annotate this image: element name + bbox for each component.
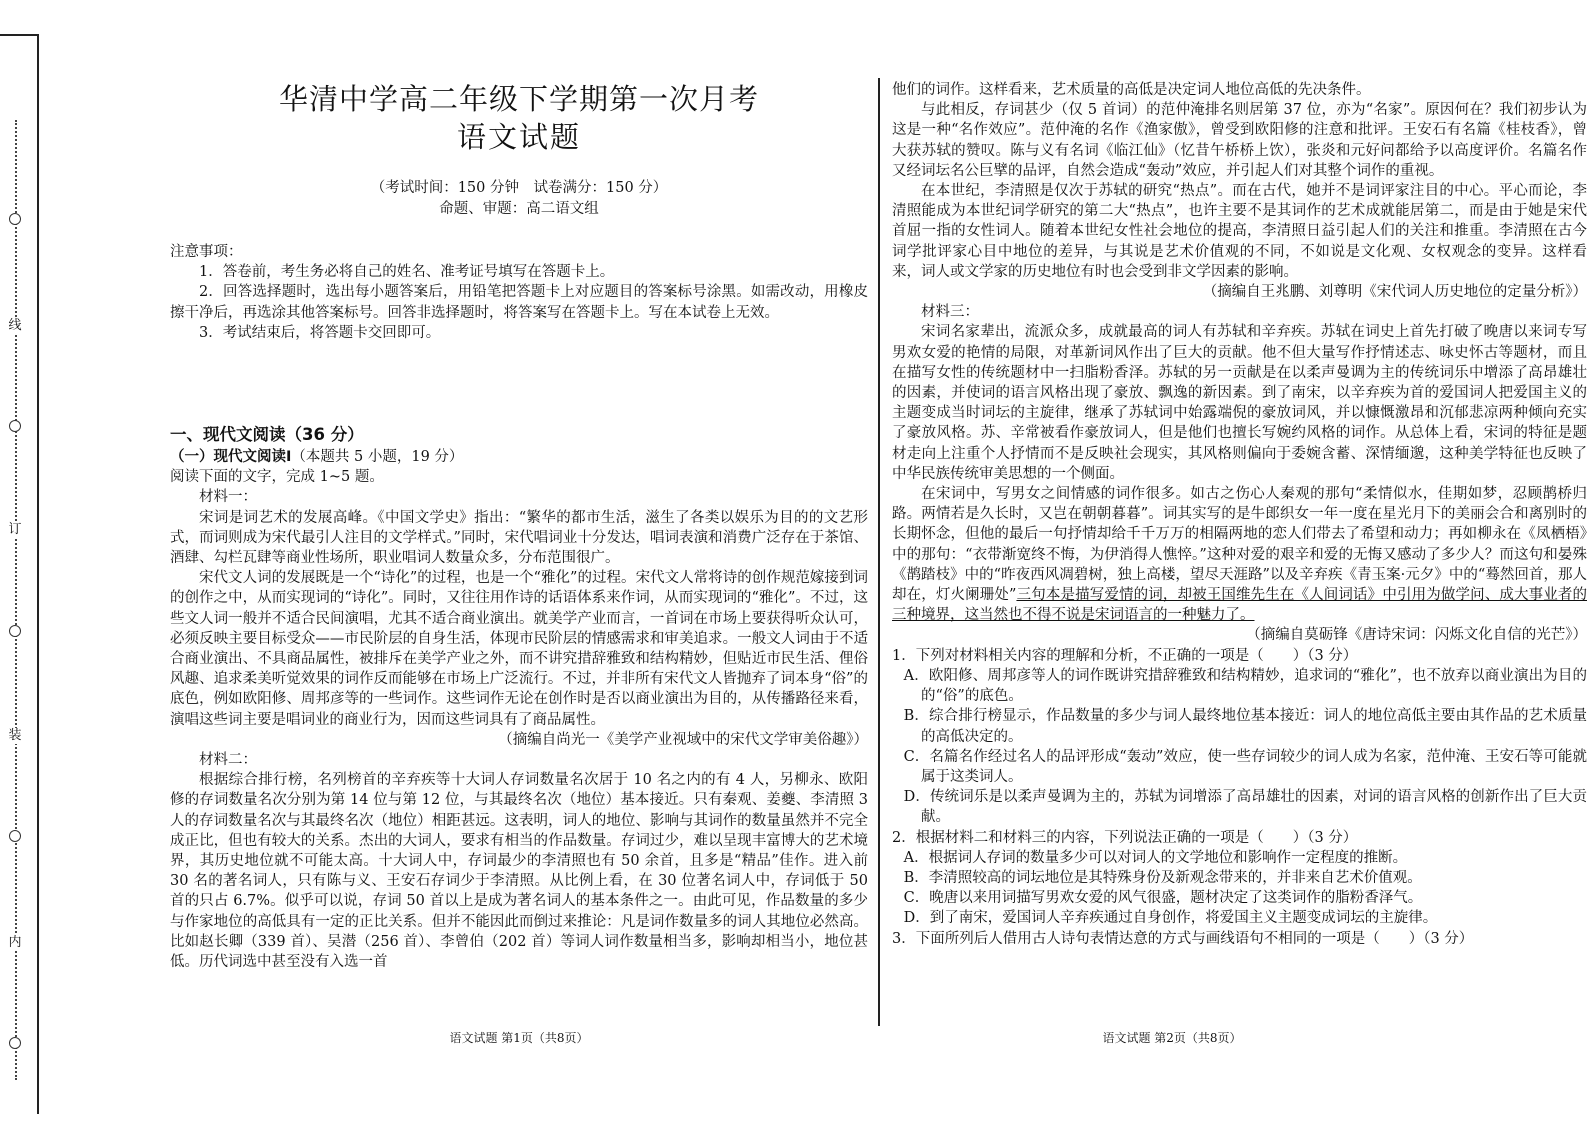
material-2-label: 材料二： xyxy=(199,752,257,769)
note-item: 2．回答选择题时，选出每小题答案后，用铅笔把答题卡上对应题目的答案标号涂黑。如需改动，用橡皮擦干净后，再选涂其他答案标号。回答非选择题时，将答案写在答题卡上。写在本试卷上无效。 xyxy=(170,284,868,321)
exam-subject: 语文试题 xyxy=(456,120,581,154)
underlined-sentence: 三句本是描写爱情的词，却被王国维先生在《人间词话》中引用为做学问、成大事业者的三种境界，这当然也不得不说是宋词语言的一种魅力了。 xyxy=(892,587,1587,624)
section-heading: 一、现代文阅读（36 分） xyxy=(170,425,364,445)
binding-char-ding: 订 xyxy=(8,522,22,537)
note-item: 1．答卷前，考生务必将自己的姓名、准考证号填写在答题卡上。 xyxy=(199,264,615,281)
binding-circle xyxy=(9,830,21,842)
page-2-footer: 语文试题 第2页（共8页） xyxy=(1102,1031,1242,1045)
binding-char-zhuang: 装 xyxy=(8,728,22,743)
material-3-paragraph xyxy=(892,484,1587,625)
material-2-paragraph-continued: 他们的词作。这样看来，艺术质量的高低是决定词人地位高低的先决条件。 xyxy=(892,82,1371,98)
material-2-paragraph: 与此相反，存词甚少（仅 5 首词）的范仲淹排名则居第 37 位，亦为“名家”。原因何在？我们初步认为这是一种“名作效应”。范仲淹的名作《渔家傲》，曾受到欧阳修的注意和批评。王安石有名篇《桂枝香》，曾大获苏轼的赞叹。陈与义有名词《临江仙》（忆昔午桥桥上饮），张炎和元好问都给予以高度评价。名篇名作又经词坛名公巨擘的品评，自然会造成“轰动”效应，并引起人们对其整个词作的重视。 xyxy=(892,102,1587,179)
question-option: C．晚唐以来用词描写男欢女爱的风气很盛，题材决定了这类词作的脂粉香泽气。 xyxy=(903,890,1423,907)
binding-circle xyxy=(9,1037,21,1049)
question-stem: 3．下面所列后人借用古人诗句表情达意的方式与画线语句不相同的一项是（ ）（3 分） xyxy=(892,930,1474,947)
question-option: D．传统词乐是以柔声曼调为主的，苏轼为词增添了高昂雄壮的因素，对词的语言风格的创新作出了巨大贡献。 xyxy=(903,789,1587,826)
question-option: A．根据词人存词的数量多少可以对词人的文学地位和影响作一定程度的推断。 xyxy=(903,849,1408,866)
question-option: B．李清照较高的词坛地位是其特殊身份及新观念带来的，并非来自艺术价值观。 xyxy=(903,869,1422,886)
page-2 xyxy=(892,80,1587,949)
binding-circle xyxy=(9,213,21,225)
page-1 xyxy=(170,80,868,972)
sub-section-title: （一）现代文阅读Ⅰ xyxy=(170,449,292,466)
binding-margin xyxy=(0,0,40,1122)
material-3-source: （摘编自莫砺锋《唐诗宋词：闪烁文化自信的光芒》） xyxy=(1246,627,1587,644)
binding-border-line xyxy=(37,34,39,1114)
question-option: D．到了南宋，爱国词人辛弃疾通过自身创作，将爱国主义主题变成词坛的主旋律。 xyxy=(903,910,1438,927)
reading-instruction: 阅读下面的文字，完成 1~5 题。 xyxy=(170,469,384,486)
exam-title: 华清中学高二年级下学期第一次月考 xyxy=(278,82,759,116)
material-2-source: （摘编自王兆鹏、刘尊明《宋代词人历史地位的定量分析》） xyxy=(1202,284,1587,301)
material-2-paragraph: 在本世纪，李清照是仅次于苏轼的研究“热点”。而在古代，她并不是词评家注目的中心。平心而论，李清照能成为本世纪词学研究的第二大“热点”，也许主要不是其词作的艺术成就能居第二，而是由于她是宋代首屈一指的女性词人。随着本世纪女性社会地位的提高，李清照日益引起人们的关注和推重。李清照在古今词学批评家心目中地位的差异，与其说是艺术价值观的不同，不如说是文化观、女权观念的变异。这样看来，词人或文学家的历史地位有时也会受到非文学因素的影响。 xyxy=(892,183,1587,280)
material-2-paragraph: 根据综合排行榜，名列榜首的辛弃疾等十大词人存词数量名次居于 10 名之内的有 4 人，另柳永、欧阳修的存词数量名次分别为第 14 位与第 12 位，与其最终名次（地位）基本接近。只有秦观、姜夔、李清照 3 人的存词数量名次与其最终名次（地位）相距甚远。这表明，词人的地位、影响与其词作的数量虽然并不完全成正比，但也有较大的关系。杰出的大词人，要求有相当的作品数量。存词过少，难以呈现丰富博大的艺术境界，其历史地位就不可能太高。十大词人中，存词最少的李清照也有 50 余首，且多是“精品”佳作。进入前 30 名的著名词人，只有陈与义、王安石存词少于李清照。从比例上看，在 30 位著名词人中，存词低于 50 首的只占 6.7%。似乎可以说，存词 50 首以上是成为著名词人的基本条件之一。由此可见，作品数量的多少与作家地位的高低具有一定的正比关系。但并不能因此而倒过来推论：凡是词作数量多的词人其地位必然高。比如赵长卿（339 首）、吴潜（256 首）、李曾伯（202 首）等词人词作数量相当多，影响却相当小，地位甚低。历代词选中甚至没有入选一首 xyxy=(170,772,868,971)
exam-info: （考试时间：150 分钟 试卷满分：150 分） xyxy=(370,180,668,196)
material-1-paragraph: 宋代文人词的发展既是一个“诗化”的过程，也是一个“雅化”的过程。宋代文人常将诗的创作规范嫁接到词的创作之中，从而实现词的“诗化”。同时，又往往用作诗的话语体系来作词，从而实现词的“雅化”。不过，这些文人词一般并不适合民间演唱，尤其不适合商业演出。就美学产业而言，一首词在市场上要获得听众认可，必须反映主要目标受众——市民阶层的自身生活，体现市民阶层的情感需求和审美追求。一般文人词由于不适合商业演出、不具商品属性，被排斥在美学产业之外，而不讲究措辞雅致和结构精妙，但贴近市民生活、俚俗风趣、追求柔美听觉效果的词作反而能够在市场上广泛流行。不过，并非所有宋代文人皆抛弃了词本身“俗”的底色，例如欧阳修、周邦彦等的一些词作。这些词作无论在创作时是否以商业演出为目的，从传播路径来看，演唱这些词主要是唱词业的商业行为，因而这些词具有了商品属性。 xyxy=(170,570,868,728)
question-option: B．综合排行榜显示，作品数量的多少与词人最终地位基本接近：词人的地位高低主要由其作品的艺术质量的高低决定的。 xyxy=(903,708,1587,745)
question-option: C．名篇名作经过名人的品评形成“轰动”效应，使一些存词较少的词人成为名家，范仲淹、王安石等可能就属于这类词人。 xyxy=(903,748,1587,785)
binding-circle xyxy=(9,420,21,432)
binding-char-nei: 内 xyxy=(8,935,22,950)
material-1-paragraph: 宋词是词艺术的发展高峰。《中国文学史》指出：“繁华的都市生活，滋生了各类以娱乐为目的的文艺形式，而词则成为宋代最引人注目的文学样式。”同时，宋代唱词业十分发达，唱词表演和消费广泛存在于茶馆、酒肆、勾栏瓦肆等商业性场所，职业唱词人数量众多，分布范围很广。 xyxy=(170,509,868,567)
material-3-paragraph: 宋词名家辈出，流派众多，成就最高的词人有苏轼和辛弃疾。苏轼在词史上首先打破了晚唐以来词专写男欢女爱的艳情的局限，对革新词风作出了巨大的贡献。他不但大量写作抒情述志、咏史怀古等题材，而且在描写女性的传统题材中一扫脂粉香泽。苏轼的另一贡献是在以柔声曼调为主的传统词乐中增添了高昂雄壮的因素，并使词的语言风格出现了豪放、飘逸的新因素。到了南宋，以辛弃疾为首的爱国词人把爱国主义的主题变成当时词坛的主旋律，继承了苏轼词中始露端倪的豪放词风，并以慷慨激昂和沉郁悲凉两种倾向充实了豪放风格。苏、辛常被看作豪放词人，但是他们也擅长写婉约风格的词作。从总体上看，宋词的特征是题材走向上注重个人抒情而不是反映社会现实，其风格则偏向于委婉含蓄、深情缅邈，这种美学特征也反映了中华民族传统审美思想的一个侧面。 xyxy=(892,324,1587,482)
material-3-text: 在宋词中，写男女之间情感的词作很多。如古之伤心人秦观的那句“柔情似水，佳期如梦，忍顾鹊桥归路。两情若是久长时，又岂在朝朝暮暮”。词其实写的是牛郎织女一年一度在星光月下的美丽会合和离别时的长期怀念，但他的最后一句抒情却给千千万万的相隔两地的恋人们带去了希望和动力；再如柳永在《凤栖梧》中的那句：“衣带渐宽终不悔，为伊消得人憔悴。”这种对爱的艰辛和爱的无悔又感动了多少人？而这句和晏殊《鹊踏枝》中的“昨夜西风凋碧树，独上高楼，望尽天涯路”以及辛弃疾《青玉案·元夕》中的“蓦然回首，那人却在，灯火阑珊处” xyxy=(892,486,1587,604)
binding-circle xyxy=(9,625,21,637)
note-item: 3．考试结束后，将答题卡交回即可。 xyxy=(199,324,441,341)
binding-char-xian: 线 xyxy=(8,318,22,333)
material-1-source: （摘编自尚光一《美学产业视域中的宋代文学审美俗趣》） xyxy=(498,731,868,748)
column-divider xyxy=(878,78,880,1026)
question-stem: 1．下列对材料相关内容的理解和分析，不正确的一项是（ ）（3 分） xyxy=(892,647,1358,664)
sub-section-note: （本题共 5 小题，19 分） xyxy=(291,449,464,466)
question-stem: 2．根据材料二和材料三的内容，下列说法正确的一项是（ ）（3 分） xyxy=(892,829,1358,846)
question-option: A．欧阳修、周邦彦等人的词作既讲究措辞雅致和结构精妙，追求词的“雅化”，也不放弃以商业演出为目的的“俗”的底色。 xyxy=(903,667,1587,705)
material-3-label: 材料三： xyxy=(921,304,979,321)
exam-authors: 命题、审题：高二语文组 xyxy=(439,201,599,217)
material-1-label: 材料一： xyxy=(199,489,257,506)
sub-section-heading xyxy=(170,447,868,467)
binding-top-line xyxy=(0,34,39,36)
page-1-footer: 语文试题 第1页（共8页） xyxy=(449,1031,589,1045)
notes-heading: 注意事项： xyxy=(170,244,243,260)
